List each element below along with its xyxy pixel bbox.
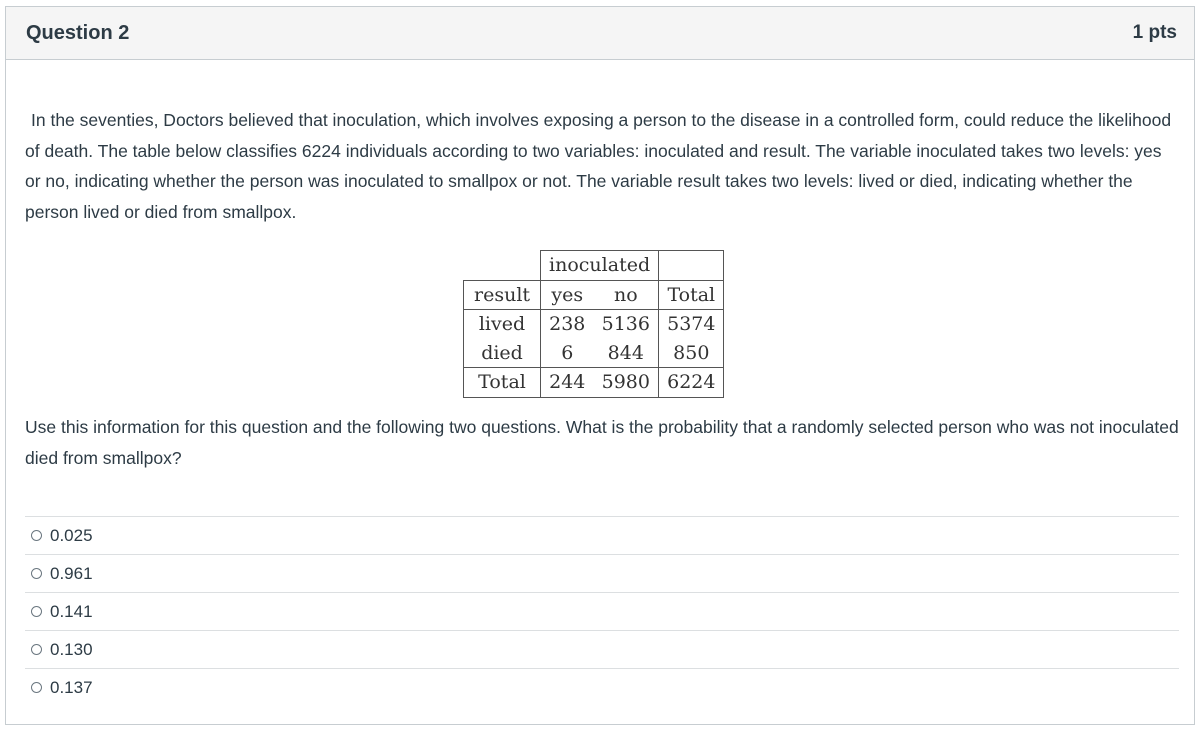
- table-cell: 238: [541, 310, 594, 339]
- question-paragraph-intro: [25, 105, 1177, 227]
- radio-button[interactable]: [31, 606, 42, 617]
- table-cell: 6: [541, 339, 594, 368]
- table-row: [464, 251, 724, 281]
- answer-label[interactable]: 0.137: [50, 677, 93, 697]
- table-row-header: result: [464, 280, 541, 310]
- table-col-no: no: [594, 280, 659, 310]
- table-cell: 844: [594, 339, 659, 368]
- answer-option[interactable]: [25, 668, 1179, 706]
- answer-option[interactable]: [25, 630, 1179, 668]
- question-card: [5, 6, 1195, 725]
- answer-label[interactable]: 0.961: [50, 563, 93, 583]
- table-group-header: inoculated: [541, 251, 659, 281]
- table-row-label: Total: [464, 368, 541, 398]
- answer-option[interactable]: [25, 554, 1179, 592]
- answer-label[interactable]: 0.141: [50, 601, 93, 621]
- radio-button[interactable]: [31, 682, 42, 693]
- radio-button[interactable]: [31, 530, 42, 541]
- table-cell: 5980: [594, 368, 659, 398]
- table-row: [464, 280, 724, 310]
- radio-button[interactable]: [31, 644, 42, 655]
- table-cell: 5374: [659, 310, 724, 339]
- table-corner-cell: [464, 251, 541, 281]
- table-cell: 6224: [659, 368, 724, 398]
- table-row-label: died: [464, 339, 541, 368]
- answer-list: [25, 516, 1179, 706]
- radio-button[interactable]: [31, 568, 42, 579]
- table-cell: 850: [659, 339, 724, 368]
- question-points: 1 pts: [1132, 22, 1177, 43]
- answer-label[interactable]: 0.025: [50, 525, 93, 545]
- answer-option[interactable]: [25, 592, 1179, 630]
- table-cell: 5136: [594, 310, 659, 339]
- table-col-total: Total: [659, 280, 724, 310]
- question-header: [6, 7, 1194, 60]
- question-paragraph-prompt: Use this information for this question and the following two questions. What is the probability that a randomly selected person who was not inoculated died from smallpox?: [25, 417, 1179, 468]
- contingency-table-wrapper: [463, 250, 724, 398]
- answer-option[interactable]: [25, 516, 1179, 554]
- table-row-label: lived: [464, 310, 541, 339]
- question-title: Question 2: [26, 21, 130, 44]
- table-empty-header-cell: [659, 251, 724, 281]
- question-paragraph-intro-text: In the seventies, Doctors believed that inoculation, which involves exposing a person to the disease in a controlled form, could reduce the likelihood of death. The table below classifies 6224 individuals according to two variables: inoculated and result. The variable inoculated takes two levels: yes or no, indicating whether the person was inoculated to smallpox or not. The variable result takes two levels: lived or died, indicating whether the person lived or died from smallpox.: [25, 110, 1172, 222]
- table-row: [464, 339, 724, 368]
- table-col-yes: yes: [541, 280, 594, 310]
- table-row: [464, 310, 724, 339]
- answer-label[interactable]: 0.130: [50, 639, 93, 659]
- contingency-table: [463, 250, 724, 398]
- table-cell: 244: [541, 368, 594, 398]
- table-row: [464, 368, 724, 398]
